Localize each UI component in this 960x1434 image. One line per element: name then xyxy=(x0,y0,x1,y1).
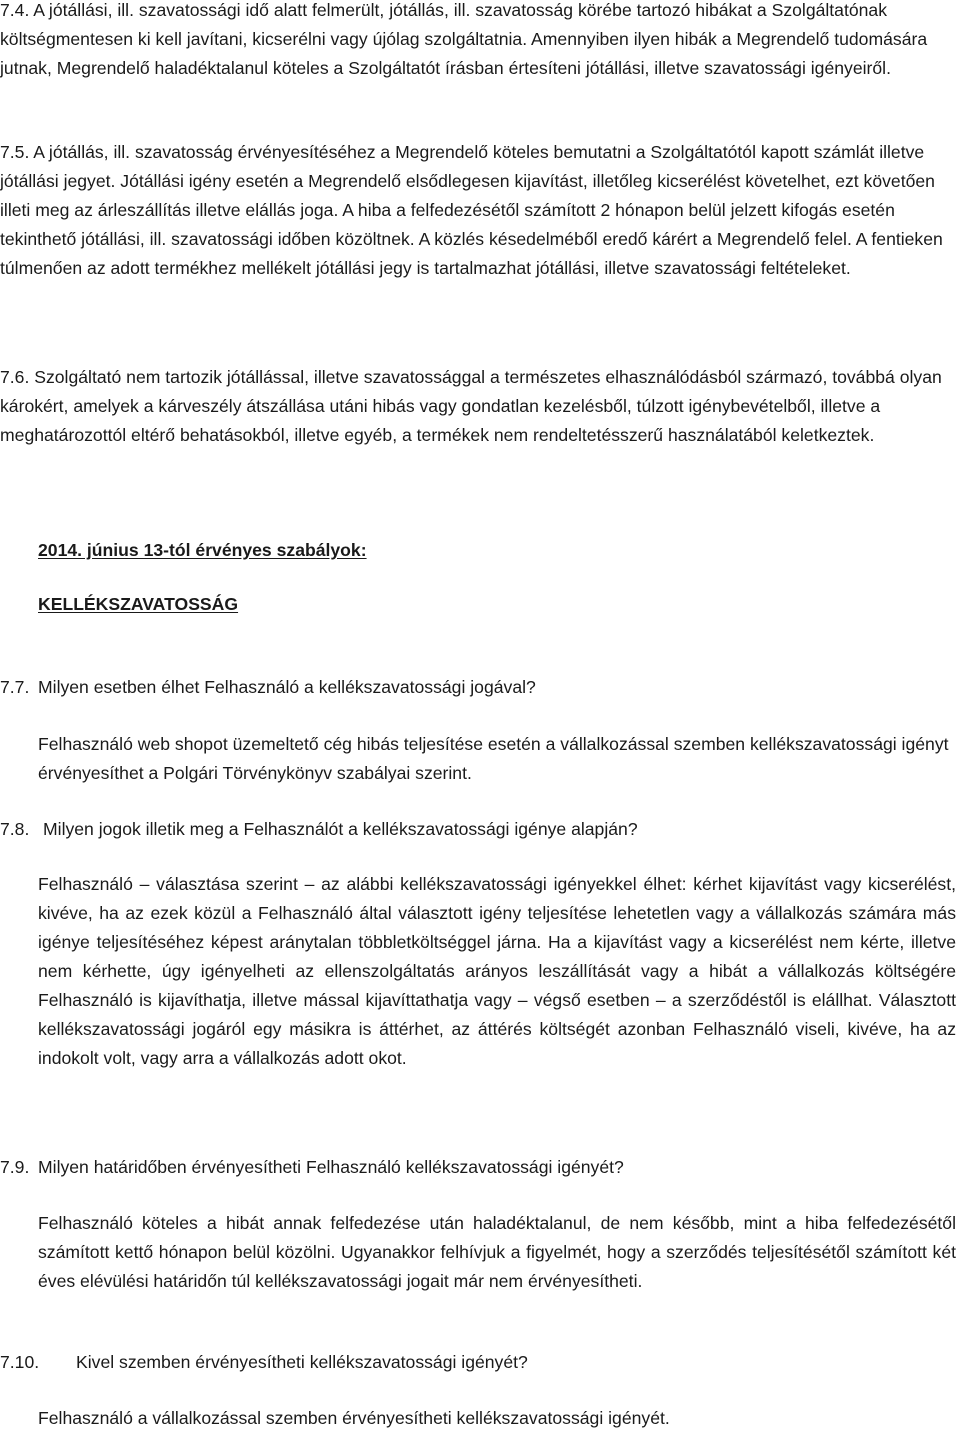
section-7-4: 7.4. A jótállási, ill. szavatossági idő alatt felmerült, jótállás, ill. szavatosság körébe tartozó hibákat a Szolgáltatónak költségmentesen ki kell javítani, kicserélni vagy újólag szolgáltatnia. Amennyiben ilyen hibák a Megrendelő tudomására jutnak, Megrendelő haladéktalanul köteles a Szolgáltatót írásban értesíteni jótállási, illetve szavatossági igényeiről. xyxy=(0,0,928,78)
question-7-10: Kivel szemben érvényesítheti kellékszavatossági igényét? xyxy=(76,1352,528,1372)
question-number-7-8: 7.8. xyxy=(0,819,30,839)
answer-7-9: Felhasználó köteles a hibát annak felfedezése után haladéktalanul, de nem később, mint a hiba felfedezésétől számított kettő hónapon belül közölni. Ugyanakkor felhívjuk a figyelmét, hogy a szerződés teljesítésétől számított két éves elévülési határidőn túl kellékszavatossági jogait már nem érvényesítheti. xyxy=(38,1213,956,1291)
rules-heading: 2014. június 13-tól érvényes szabályok: xyxy=(38,540,367,560)
answer-7-7: Felhasználó web shopot üzemeltető cég hibás teljesítése esetén a vállalkozással szemben kellékszavatossági igényt érvényesíthet a Polgári Törvénykönyv szabályai szerint. xyxy=(38,734,949,783)
question-7-9: Milyen határidőben érvényesítheti Felhasználó kellékszavatossági igényét? xyxy=(38,1157,624,1177)
kellekszavatossag-heading: KELLÉKSZAVATOSSÁG xyxy=(38,594,239,614)
question-number-7-7: 7.7. xyxy=(0,677,30,697)
section-7-5: 7.5. A jótállás, ill. szavatosság érvényesítéséhez a Megrendelő köteles bemutatni a Szolgáltatótól kapott számlát illetve jótállási jegyet. Jótállási igény esetén a Megrendelő elsődlegesen kijavítást, illetőleg kicserélést követelhet, ezt követően illeti meg az árleszállítás illetve elállás joga. A hiba a felfedezésétől számított 2 hónapon belül jelzett kifogás esetén tekinthető jótállási, ill. szavatossági időben közöltnek. A közlés késedelméből eredő kárért a Megrendelő felel. A fentieken túlmenően az adott termékhez mellékelt jótállási jegy is tartalmazhat jótállási, illetve szavatossági feltételeket. xyxy=(0,142,943,278)
answer-7-10: Felhasználó a vállalkozással szemben érvényesítheti kellékszavatossági igényét. xyxy=(38,1408,670,1428)
answer-7-8: Felhasználó – választása szerint – az alábbi kellékszavatossági igényekkel élhet: kérhet kijavítást vagy kicserélést, kivéve, ha az ezek közül a Felhasználó által választott igény teljesítése lehetetlen vagy a vállalkozás számára más igénye teljesítéséhez képest aránytalan többletköltséggel járna. Ha a kijavítást vagy a kicserélést nem kérte, illetve nem kérhette, úgy igényelheti az ellenszolgáltatás arányos leszállítását vagy a hibát a vállalkozás költségére Felhasználó is kijavíthatja, illetve mással kijavíttathatja vagy – végső esetben – a szerződéstől is elállhat. Választott kellékszavatossági jogáról egy másikra is áttérhet, az áttérés költségét azonban Felhasználó viseli, kivéve, ha az indokolt volt, vagy arra a vállalkozás adott okot. xyxy=(38,874,956,1068)
section-7-6: 7.6. Szolgáltató nem tartozik jótállással, illetve szavatossággal a természetes elhasználódásból származó, továbbá olyan károkért, amelyek a kárveszély átszállása utáni hibás vagy gondatlan kezelésből, túlzott igénybevételből, illetve a meghatározottól eltérő behatásokból, illetve egyéb, a termékek nem rendeltetésszerű használatából keletkeztek. xyxy=(0,367,942,445)
question-7-8: Milyen jogok illetik meg a Felhasználót a kellékszavatossági igénye alapján? xyxy=(43,819,638,839)
question-7-7: Milyen esetben élhet Felhasználó a kellékszavatossági jogával? xyxy=(38,677,536,697)
question-number-7-10: 7.10. xyxy=(0,1352,40,1372)
question-number-7-9: 7.9. xyxy=(0,1157,30,1177)
